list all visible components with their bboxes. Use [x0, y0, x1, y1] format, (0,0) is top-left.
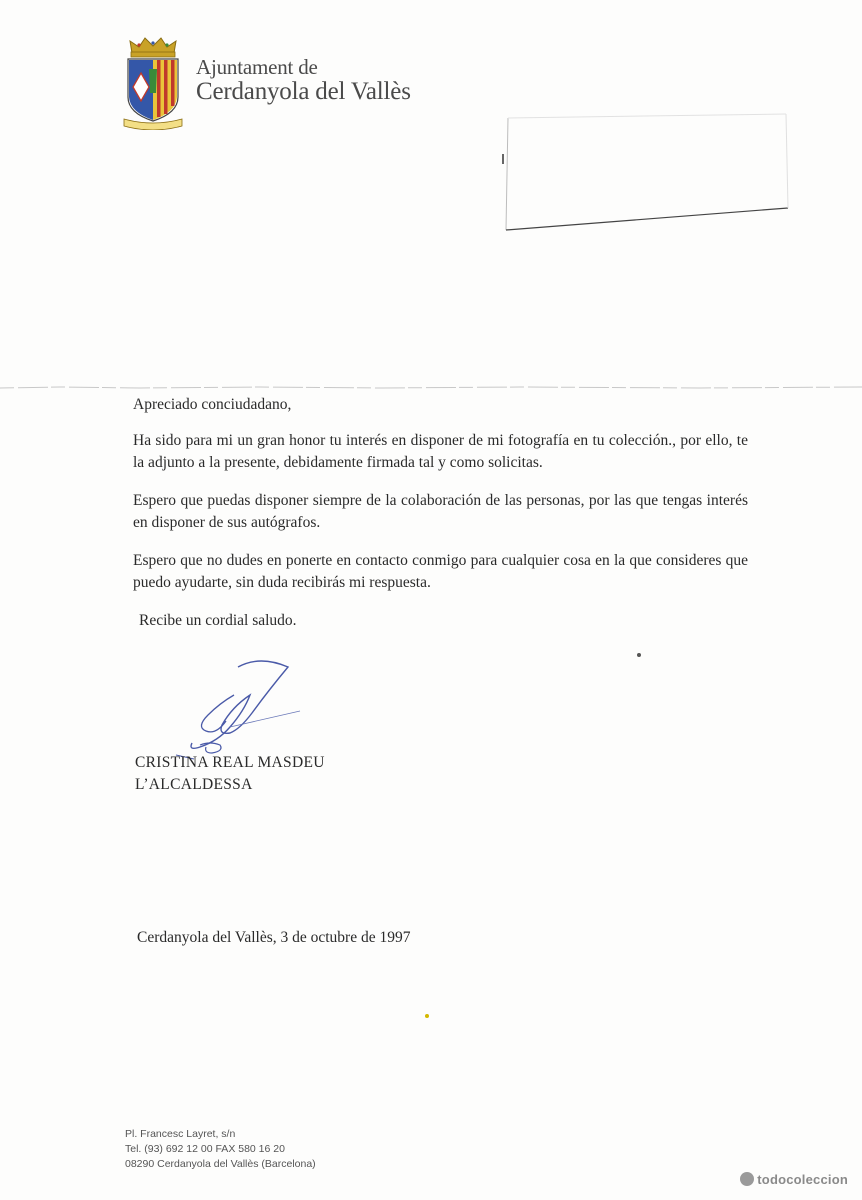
paragraph-2: Espero que puedas disponer siempre de la colaboración de las personas, por las que tengas interés en disponer de sus autógrafos.: [133, 492, 748, 531]
signer-name: CRISTINA REAL MASDEU: [135, 754, 325, 771]
watermark-text: todocoleccion: [757, 1172, 848, 1187]
paragraph-1: Ha sido para mi un gran honor tu interés en disponer de mi fotografía en tu colección., por ello, te la adjunto a la presente, debidamente firmada tal y como solicitas.: [133, 432, 748, 471]
paper-speck: [637, 653, 641, 657]
paragraph-3: Espero que no dudes en ponerte en contacto conmigo para cualquier cosa en la que consideres que puedo ayudarte, sin duda recibirás mi respuesta.: [133, 552, 748, 591]
footer-city: 08290 Cerdanyola del Vallès (Barcelona): [125, 1158, 316, 1170]
greeting: Apreciado conciudadano,: [133, 396, 292, 413]
closing: Recibe un cordial saludo.: [139, 612, 297, 629]
signer-block: [135, 752, 325, 796]
address-window-frame: [500, 112, 790, 232]
coat-of-arms-icon: [122, 35, 184, 130]
date-line: Cerdanyola del Vallès, 3 de octubre de 1997: [137, 929, 411, 946]
org-line-2: Cerdanyola del Vallès: [196, 78, 411, 105]
footer-street: Pl. Francesc Layret, s/n: [125, 1128, 236, 1140]
watermark: [740, 1172, 848, 1187]
fold-line: [0, 385, 862, 391]
paper-speck: [425, 1014, 429, 1018]
handwritten-signature: [160, 655, 310, 760]
letterhead-organization: [196, 55, 411, 105]
watermark-logo-icon: [740, 1172, 754, 1186]
signer-title: L’ALCALDESSA: [135, 776, 253, 793]
org-line-1: Ajuntament de: [196, 55, 318, 79]
footer-phone-fax: Tel. (93) 692 12 00 FAX 580 16 20: [125, 1143, 285, 1155]
footer-address: [125, 1127, 316, 1172]
